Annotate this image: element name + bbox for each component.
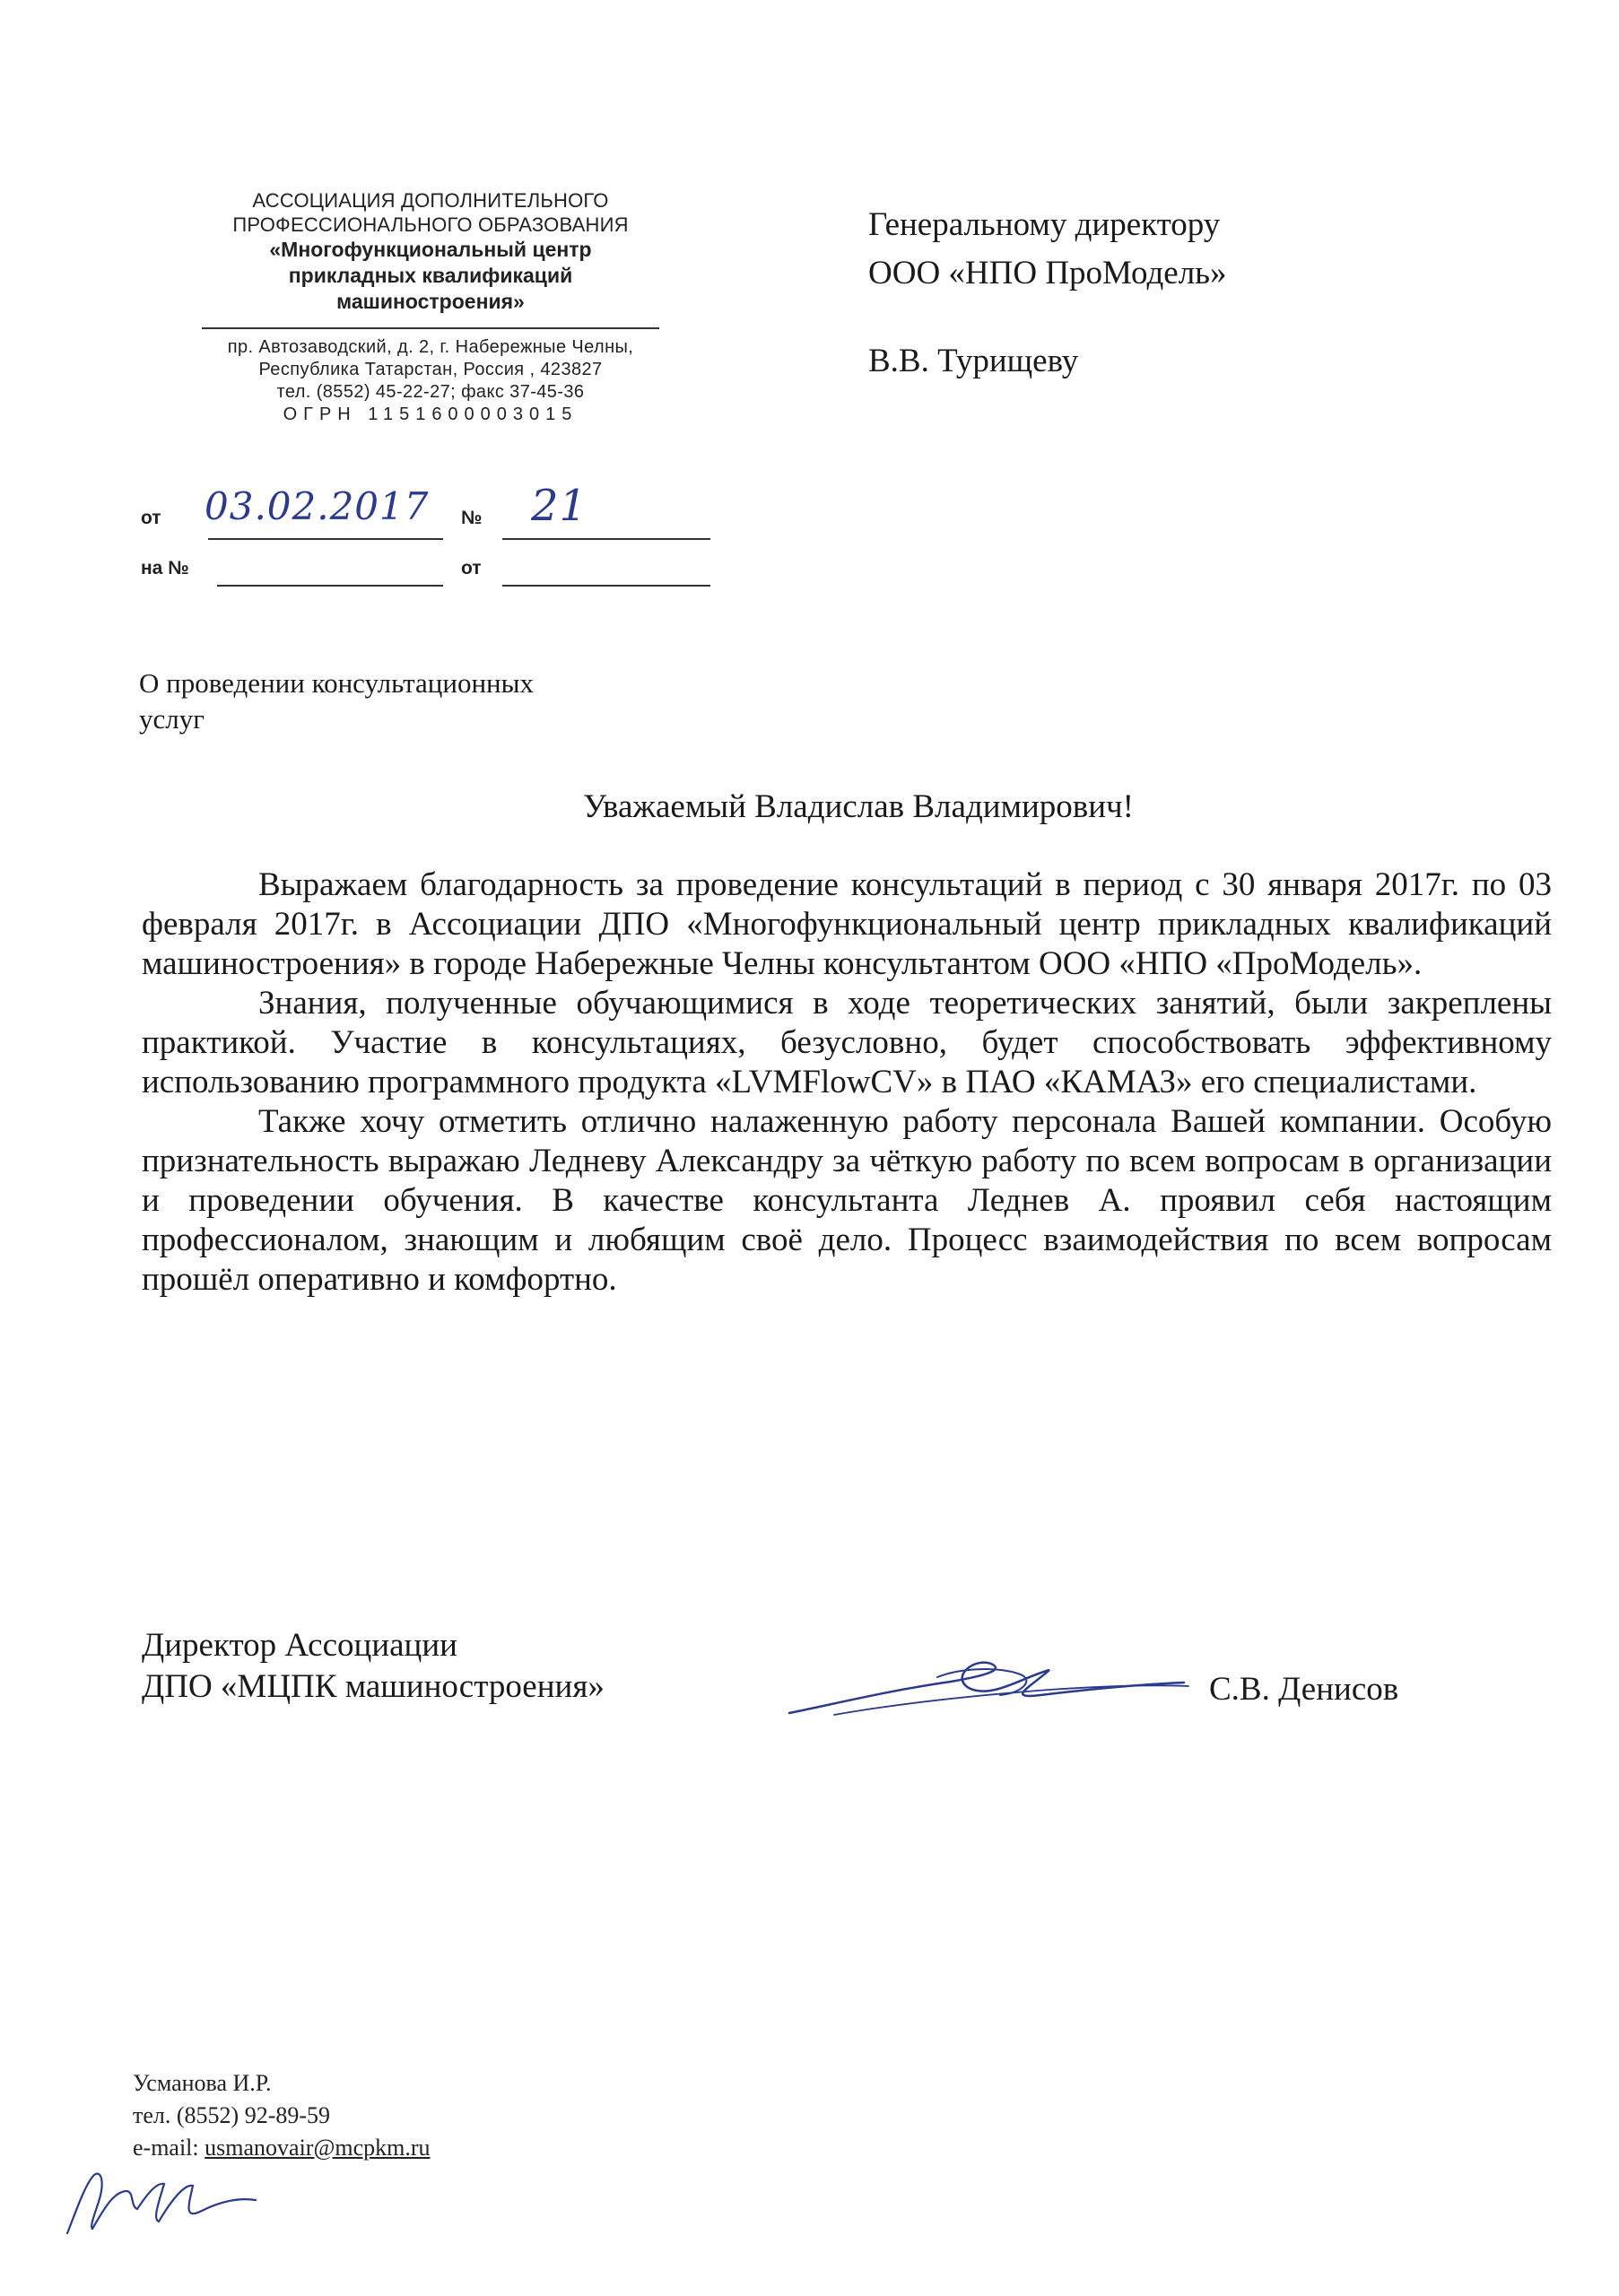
salutation: Уважаемый Владислав Владимирович! [583, 788, 1134, 825]
address-line-1: пр. Автозаводский, д. 2, г. Набережные Челны, [227, 337, 634, 357]
date-handwritten: 03.02.2017 [205, 484, 430, 528]
ref-number-label: на № [141, 558, 189, 578]
number-handwritten: 21 [531, 481, 588, 531]
org-type-line-2: ПРОФЕССИОНАЛЬНОГО ОБРАЗОВАНИЯ [232, 213, 629, 236]
recipient-company: ООО «НПО ПроМодель» [868, 255, 1227, 291]
subject-line-1: О проведении консультационных [139, 667, 534, 699]
signatory-position [142, 1625, 605, 1708]
executor-initials-signature [58, 2157, 265, 2247]
body-paragraph-1: Выражаем благодарность за проведение консультаций в период с 30 января 2017г. по 03 февраля 2017г. в Ассоциации ДПО «Многофункциональный центр прикладных квалификаций машиностроения» в городе Набережные Челны консультантом ООО «НПО «ПроМодель». [142, 866, 1552, 982]
executor-block [133, 2067, 431, 2164]
org-type-line-1: АССОЦИАЦИЯ ДОПОЛНИТЕЛЬНОГО [252, 189, 609, 212]
from-label: от [141, 508, 161, 528]
org-name-line-1: «Многофункциональный центр [269, 238, 592, 261]
ref-date-line [502, 585, 710, 587]
date-line [208, 538, 443, 540]
sender-letterhead [161, 188, 700, 426]
recipient-block [868, 201, 1227, 386]
executor-phone: тел. (8552) 92-89-59 [133, 2102, 331, 2128]
body-paragraph-3: Также хочу отметить отлично налаженную работу персонала Вашей компании. Особую признательность выражаю Ледневу Александру за чёткую работу по всем вопросам в организации и проведении обучения. В качестве консультанта Леднев А. проявил себя настоящим профессионалом, знающим и любящим своё дело. Процесс взаимодействия по всем вопросам прошёл оперативно и комфортно. [142, 1103, 1552, 1298]
signatory-name: С.В. Денисов [1209, 1671, 1399, 1708]
number-line [502, 538, 710, 540]
org-name-line-2: прикладных квалификаций [288, 264, 573, 287]
signatory-position-line-2: ДПО «МЦПК машиностроения» [142, 1668, 605, 1705]
letterhead-divider [202, 327, 659, 329]
number-label: № [461, 508, 483, 528]
executor-email-label: e-mail: [133, 2135, 205, 2161]
org-name-line-3: машиностроения» [336, 290, 525, 313]
ogrn-line: ОГРН 1151600003015 [283, 404, 579, 424]
letter-subject [139, 665, 641, 737]
recipient-position: Генеральному директору [868, 206, 1221, 243]
letter-body [142, 865, 1552, 1300]
address-line-2: Республика Татарстан, Россия , 423827 [258, 360, 603, 379]
recipient-name: В.В. Турищеву [868, 343, 1079, 379]
ref-from-label: от [461, 558, 482, 578]
executor-email-link[interactable]: usmanovair@mcpkm.ru [205, 2135, 431, 2161]
body-paragraph-2: Знания, полученные обучающимися в ходе теоретических занятий, были закреплены практикой. Участие в консультациях, безусловно, будет способствовать эффективному использованию программного продукта «LVMFlowCV» в ПАО «КАМАЗ» его специалистами. [142, 985, 1552, 1100]
subject-line-2: услуг [139, 703, 205, 735]
executor-name: Усманова И.Р. [133, 2070, 272, 2096]
signatory-position-line-1: Директор Ассоциации [142, 1627, 457, 1664]
handwritten-signature [780, 1650, 1193, 1731]
phone-fax-line: тел. (8552) 45-22-27; факс 37-45-36 [276, 382, 585, 402]
ref-number-line [217, 585, 443, 587]
